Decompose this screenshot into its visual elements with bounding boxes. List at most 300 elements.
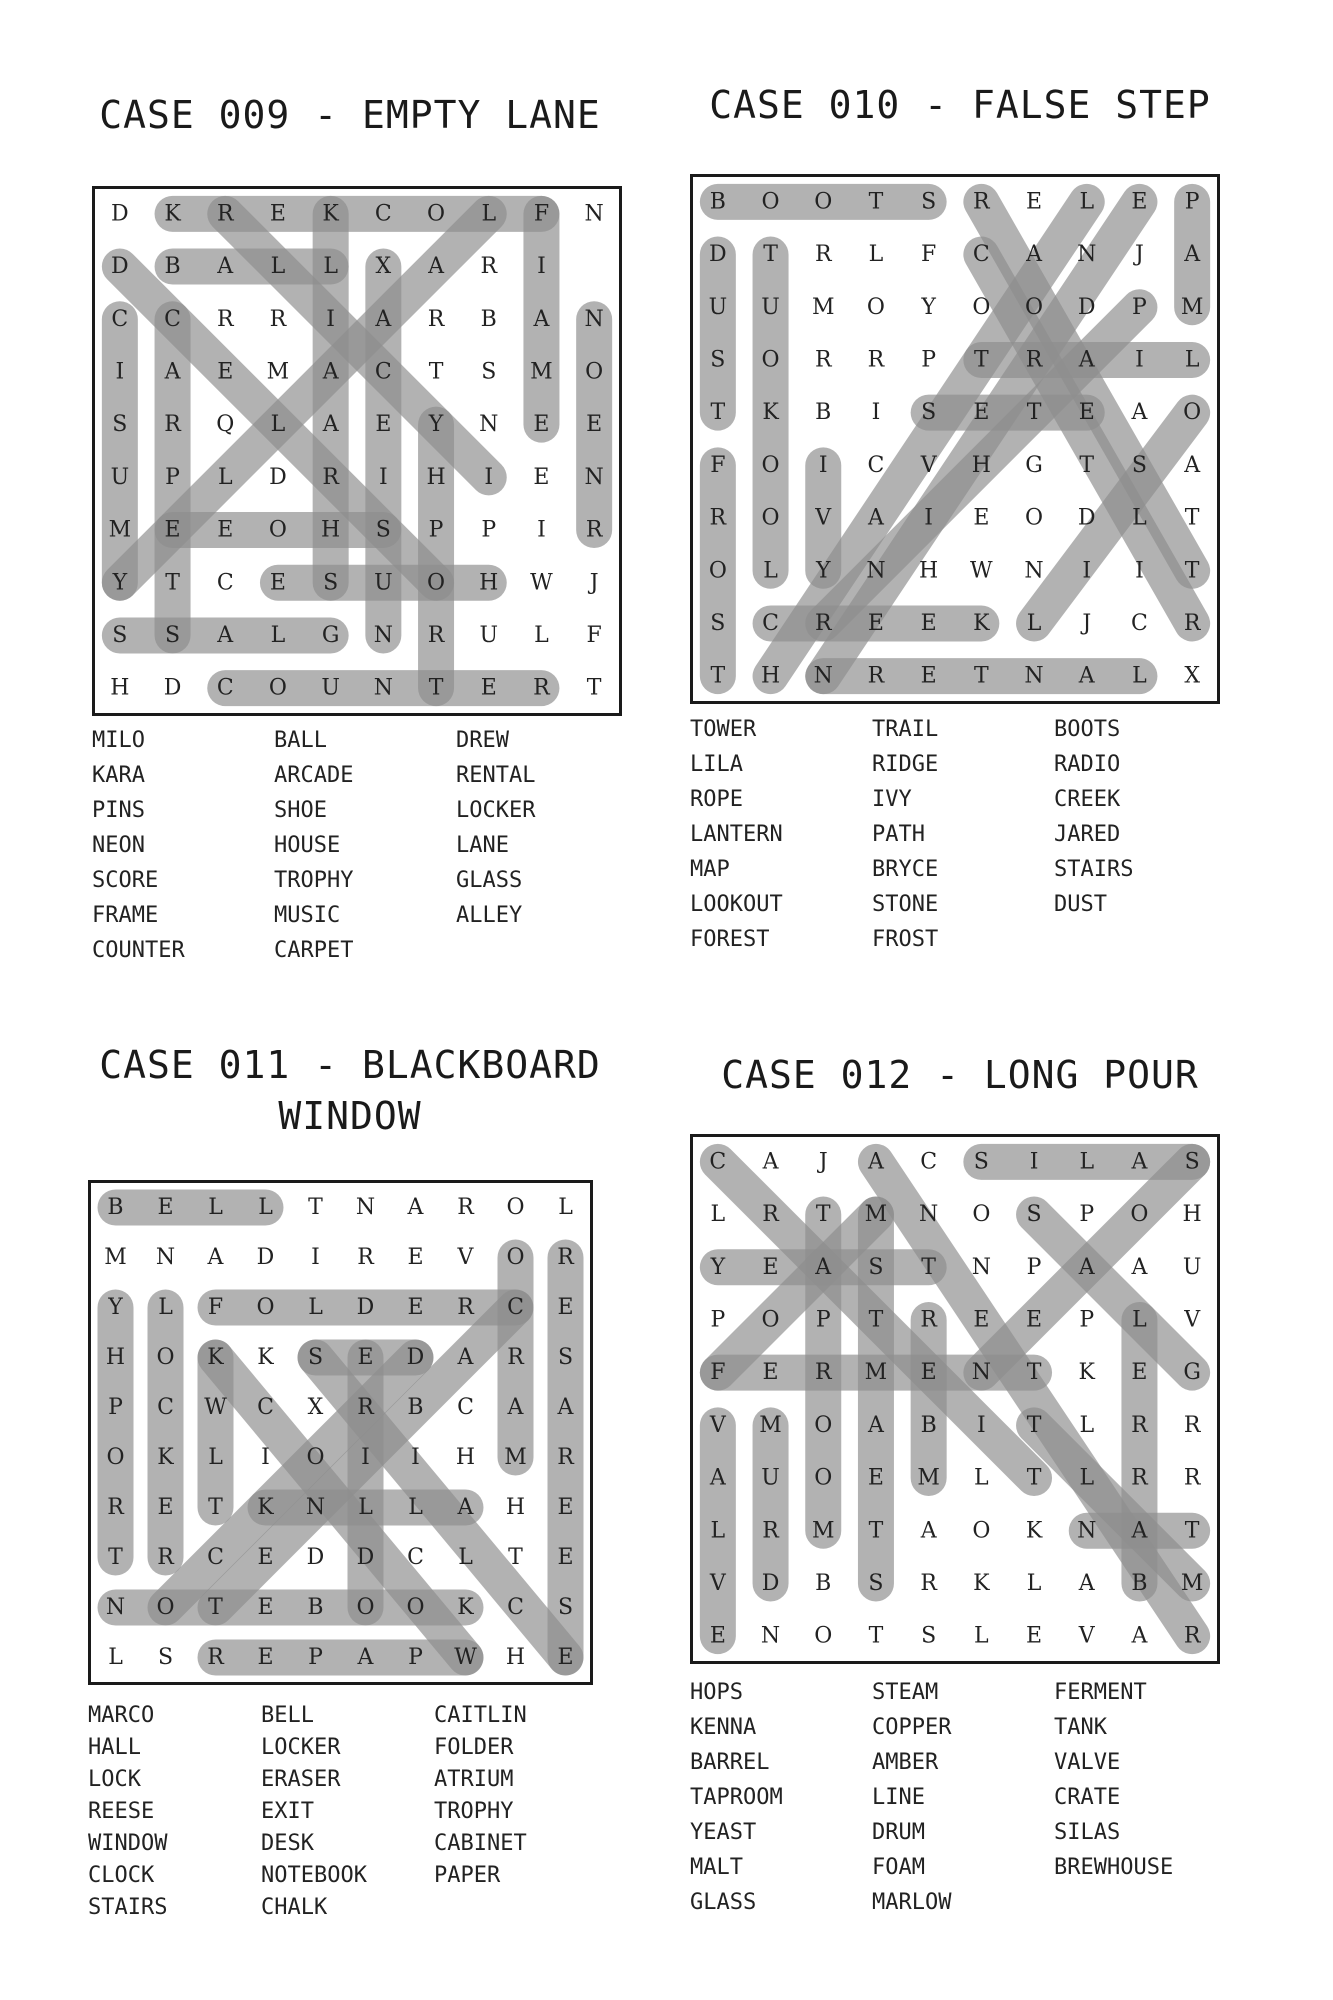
grid-letter: R [1025, 347, 1043, 373]
letter-grid [690, 174, 1220, 704]
grid-letter: A [1026, 242, 1042, 268]
grid-letter: I [1135, 347, 1144, 373]
grid-letter: L [1026, 610, 1042, 636]
grid-letter: O [814, 1465, 833, 1491]
grid-letter: E [867, 1465, 884, 1491]
grid-letter: I [537, 517, 546, 543]
word-list-item: DUST [1054, 892, 1107, 917]
grid-letter: M [1180, 294, 1204, 320]
grid-letter: P [1184, 189, 1200, 215]
grid-letter: L [1184, 347, 1200, 373]
grid-letter: E [973, 1307, 990, 1333]
grid-letter: A [457, 1345, 474, 1370]
grid-letter: T [710, 663, 726, 689]
word-list-item: CAITLIN [434, 1703, 527, 1728]
grid-letter: A [1131, 1254, 1148, 1280]
grid-letter: R [269, 306, 287, 332]
grid-letter: R [557, 1445, 574, 1470]
grid-letter: O [1025, 505, 1044, 531]
grid-letter: T [868, 1518, 884, 1544]
word-list-item: LOOKOUT [690, 892, 783, 917]
word-list-item: WINDOW [88, 1831, 168, 1856]
grid-letter: O [156, 1595, 175, 1620]
grid-letter: Y [921, 294, 936, 320]
grid-letter: M [811, 294, 835, 320]
grid-letter: X [307, 1395, 324, 1420]
grid-letter: U [761, 1465, 780, 1491]
word-list-item: MARLOW [872, 1890, 952, 1915]
grid-letter: O [268, 675, 287, 701]
grid-letter: K [257, 1495, 274, 1520]
grid-letter: O [972, 1202, 991, 1228]
word-list-item: STAIRS [88, 1895, 168, 1920]
grid-letter: T [586, 675, 602, 701]
letter-grid [690, 1134, 1220, 1664]
puzzle-title: CASE 011 - BLACKBOARD WINDOW [99, 1043, 601, 1138]
grid-letter: S [165, 622, 181, 648]
grid-letter: L [408, 1495, 423, 1520]
grid-letter: P [165, 464, 180, 490]
grid-letter: O [406, 1595, 425, 1620]
grid-letter: I [1082, 558, 1092, 584]
grid-letter: C [507, 1295, 524, 1320]
letter-grid [92, 186, 622, 716]
grid-letter: E [557, 1645, 574, 1670]
grid-letter: M [1180, 1570, 1204, 1596]
grid-letter: L [1079, 1149, 1095, 1175]
grid-letter: T [1079, 452, 1095, 478]
grid-letter: K [762, 400, 779, 426]
grid-letter: R [1183, 1623, 1201, 1649]
grid-letter: E [407, 1295, 424, 1320]
grid-letter: N [1077, 242, 1097, 268]
grid-letter: T [868, 189, 884, 215]
grid-letter: S [710, 610, 726, 636]
grid-letter: A [557, 1395, 574, 1420]
grid-letter: N [373, 675, 393, 701]
grid-letter: S [973, 1149, 989, 1175]
word-list-item: DRUM [872, 1820, 925, 1845]
grid-letter: R [507, 1345, 524, 1370]
grid-letter: K [973, 610, 990, 636]
grid-letter: E [557, 1545, 574, 1570]
grid-letter: R [1131, 1465, 1148, 1491]
word-list-item: BARREL [690, 1750, 770, 1775]
word-list-item: MAP [690, 857, 730, 882]
word-list-item: GLASS [690, 1890, 757, 1915]
word-list-item: EXIT [261, 1799, 314, 1824]
grid-letter: T [868, 1623, 884, 1649]
grid-letter: I [311, 1245, 320, 1270]
grid-letter: E [533, 412, 550, 438]
grid-letter: E [217, 359, 234, 385]
grid-letter: K [973, 1570, 990, 1596]
grid-letter: W [204, 1395, 227, 1420]
grid-letter: Q [216, 412, 235, 438]
grid-letter: O [1130, 1202, 1149, 1228]
grid-letter: C [207, 1545, 224, 1570]
grid-letter: A [217, 254, 234, 280]
grid-letter: A [1184, 242, 1201, 268]
grid-letter: V [1078, 1623, 1095, 1649]
word-list-item: FERMENT [1054, 1680, 1147, 1705]
grid-letter: M [864, 1202, 888, 1228]
grid-letter: O [761, 505, 780, 531]
grid-letter: V [815, 505, 832, 531]
grid-letter: R [157, 1545, 174, 1570]
grid-letter: L [270, 254, 286, 280]
grid-letter: I [261, 1445, 270, 1470]
grid-letter: H [455, 1445, 476, 1470]
grid-letter: O [427, 570, 446, 596]
word-list-item: LOCKER [456, 798, 536, 823]
grid-letter: S [481, 359, 497, 385]
grid-letter: R [457, 1295, 474, 1320]
grid-letter: U [479, 622, 499, 648]
grid-letter: O [156, 1345, 175, 1370]
grid-letter: O [1183, 400, 1202, 426]
word-list-item: JARED [1054, 822, 1121, 847]
grid-letter: P [1079, 1202, 1095, 1228]
grid-letter: L [1026, 1570, 1042, 1596]
grid-letter: D [1077, 505, 1096, 531]
grid-letter: S [921, 189, 937, 215]
grid-letter: A [217, 622, 234, 648]
grid-letter: T [868, 1307, 884, 1333]
grid-letter: W [970, 558, 993, 584]
word-list-item: LOCK [88, 1767, 141, 1792]
grid-letter: Y [428, 412, 444, 438]
grid-letter: E [586, 412, 603, 438]
grid-letter: E [867, 610, 884, 636]
word-list-item: SCORE [92, 868, 159, 893]
grid-letter: S [307, 1345, 324, 1370]
word-list-item: VALVE [1054, 1750, 1121, 1775]
word-list-item: LOCKER [261, 1735, 341, 1760]
word-list-item: ALLEY [456, 903, 523, 928]
grid-letter: H [321, 517, 341, 543]
grid-letter: E [1078, 400, 1095, 426]
grid-letter: S [1184, 1149, 1200, 1175]
grid-letter: E [269, 201, 286, 227]
grid-letter: E [557, 1295, 574, 1320]
word-list-item: DESK [261, 1831, 314, 1856]
grid-letter: O [506, 1195, 525, 1220]
grid-letter: O [814, 1412, 833, 1438]
word-list-item: PATH [872, 822, 925, 847]
grid-letter: S [868, 1254, 884, 1280]
word-list-item: FOAM [872, 1855, 925, 1880]
word-list-item: CABINET [434, 1831, 527, 1856]
grid-letter: H [971, 452, 991, 478]
word-list-item: LANTERN [690, 822, 783, 847]
word-list-item: KENNA [690, 1715, 757, 1740]
grid-letter: T [1184, 558, 1200, 584]
grid-letter: M [864, 1360, 888, 1386]
word-list-item: CHALK [261, 1895, 328, 1920]
grid-letter: J [1135, 242, 1144, 268]
grid-letter: E [973, 505, 990, 531]
grid-letter: K [157, 1445, 174, 1470]
grid-letter: T [428, 675, 444, 701]
grid-letter: D [269, 464, 287, 490]
grid-letter: P [108, 1395, 123, 1420]
grid-letter: R [867, 347, 885, 373]
grid-letter: A [1131, 1149, 1148, 1175]
grid-letter: G [1183, 1360, 1201, 1386]
word-list-item: STAIRS [1054, 857, 1134, 882]
grid-letter: I [378, 464, 388, 490]
word-list-item: BALL [274, 728, 327, 753]
grid-letter: O [814, 189, 833, 215]
grid-letter: B [709, 189, 726, 215]
grid-letter: C [709, 1149, 727, 1175]
grid-letter: A [357, 1645, 374, 1670]
grid-letter: D [256, 1245, 275, 1270]
grid-letter: L [158, 1295, 173, 1320]
grid-letter: A [1131, 1623, 1148, 1649]
grid-letter: N [813, 663, 833, 689]
grid-letter: P [815, 1307, 831, 1333]
grid-letter: R [867, 663, 885, 689]
grid-letter: A [920, 1518, 937, 1544]
grid-letter: I [484, 464, 494, 490]
grid-letter: L [1132, 505, 1147, 531]
grid-letter: A [815, 1254, 832, 1280]
grid-letter: N [305, 1495, 326, 1520]
grid-letter: N [584, 306, 604, 332]
word-list-item: IVY [872, 787, 912, 812]
grid-letter: E [1131, 189, 1148, 215]
word-list-item: FOREST [690, 927, 770, 952]
grid-letter: D [306, 1545, 325, 1570]
grid-letter: N [760, 1623, 781, 1649]
grid-letter: T [763, 242, 778, 268]
grid-letter: N [971, 1254, 991, 1280]
grid-letter: S [157, 1645, 174, 1670]
grid-letter: E [1026, 1623, 1043, 1649]
grid-letter: C [374, 359, 392, 385]
grid-letter: Y [815, 558, 831, 584]
word-list-item: DREW [456, 728, 509, 753]
word-list-item: ROPE [690, 787, 743, 812]
grid-letter: K [207, 1345, 224, 1370]
grid-letter: T [208, 1595, 223, 1620]
grid-letter: L [208, 1195, 223, 1220]
word-list-item: NEON [92, 833, 145, 858]
word-list-item: FRAME [92, 903, 159, 928]
grid-letter: M [504, 1445, 527, 1470]
grid-letter: H [505, 1495, 526, 1520]
grid-letter: R [557, 1245, 574, 1270]
grid-letter: E [1026, 1307, 1043, 1333]
word-list-item: MILO [92, 728, 145, 753]
grid-letter: V [457, 1245, 474, 1270]
grid-letter: C [1131, 610, 1148, 636]
word-list-item: MARCO [88, 1703, 155, 1728]
grid-letter: C [507, 1595, 524, 1620]
grid-letter: C [111, 306, 129, 332]
grid-letter: O [972, 1518, 991, 1544]
grid-letter: A [868, 1412, 884, 1438]
grid-letter: X [375, 254, 392, 280]
grid-letter: O [761, 347, 780, 373]
letter-grid [88, 1180, 593, 1685]
grid-letter: K [257, 1345, 274, 1370]
grid-letter: A [1184, 452, 1201, 478]
grid-letter: A [322, 412, 339, 438]
grid-letter: E [973, 400, 990, 426]
word-list-item: ARCADE [274, 763, 354, 788]
grid-letter: E [1026, 189, 1043, 215]
word-list-item: KARA [92, 763, 145, 788]
grid-letter: E [164, 517, 181, 543]
grid-letter: M [917, 1465, 940, 1491]
grid-letter: T [1026, 1465, 1042, 1491]
grid-letter: D [1077, 294, 1096, 320]
grid-letter: L [1079, 1412, 1095, 1438]
grid-canvas [91, 1183, 596, 1688]
word-list-item: LANE [456, 833, 509, 858]
grid-letter: A [457, 1495, 474, 1520]
word-list-item: HOPS [690, 1680, 743, 1705]
grid-letter: R [709, 505, 727, 531]
grid-letter: T [308, 1195, 323, 1220]
word-list-item: YEAST [690, 1820, 757, 1845]
grid-letter: A [1131, 400, 1148, 426]
word-list-item: RENTAL [456, 763, 536, 788]
grid-letter: K [457, 1595, 474, 1620]
grid-letter: O [268, 517, 287, 543]
grid-letter: D [356, 1295, 375, 1320]
grid-letter: R [457, 1195, 474, 1220]
grid-letter: R [164, 412, 181, 438]
grid-letter: L [1079, 1465, 1095, 1491]
word-list-item: BOOTS [1054, 717, 1121, 742]
grid-letter: T [428, 359, 444, 385]
grid-letter: C [216, 675, 234, 701]
grid-letter: G [321, 622, 340, 648]
word-list-item: LINE [872, 1785, 925, 1810]
grid-letter: E [375, 412, 392, 438]
grid-letter: H [479, 570, 499, 596]
word-list-item: REESE [88, 1799, 155, 1824]
grid-letter: S [375, 517, 391, 543]
word-list-item: NOTEBOOK [261, 1863, 367, 1888]
grid-letter: I [871, 400, 881, 426]
grid-letter: T [108, 1545, 123, 1570]
grid-letter: E [157, 1495, 174, 1520]
grid-letter: T [1026, 1412, 1042, 1438]
grid-letter: C [157, 1395, 174, 1420]
grid-letter: T [1184, 1518, 1200, 1544]
grid-letter: F [207, 1295, 224, 1320]
word-list-item: STEAM [872, 1680, 939, 1705]
grid-letter: S [557, 1595, 574, 1620]
grid-letter: R [1183, 610, 1201, 636]
grid-letter: P [408, 1645, 423, 1670]
grid-letter: V [709, 1412, 726, 1438]
grid-letter: N [866, 558, 886, 584]
grid-letter: F [921, 242, 937, 268]
word-list-item: TROPHY [434, 1799, 514, 1824]
grid-letter: O [256, 1295, 275, 1320]
grid-letter: K [164, 201, 181, 227]
grid-letter: S [112, 412, 128, 438]
grid-letter: X [1184, 663, 1200, 689]
grid-letter: M [108, 517, 132, 543]
grid-letter: B [815, 400, 832, 426]
grid-letter: L [270, 412, 286, 438]
grid-letter: L [868, 242, 884, 268]
grid-letter: A [868, 505, 884, 531]
grid-letter: D [111, 254, 129, 280]
grid-letter: A [1078, 663, 1095, 689]
grid-letter: K [1025, 1518, 1043, 1544]
grid-letter: O [306, 1445, 325, 1470]
grid-letter: R [357, 1245, 374, 1270]
grid-letter: M [530, 359, 553, 385]
word-list-item: ERASER [261, 1767, 341, 1792]
grid-letter: A [762, 1149, 779, 1175]
grid-letter: L [710, 1202, 726, 1228]
grid-letter: A [507, 1395, 524, 1420]
word-list-item: CLOCK [88, 1863, 155, 1888]
grid-letter: F [710, 452, 726, 478]
grid-letter: L [308, 1295, 323, 1320]
grid-letter: R [107, 1495, 124, 1520]
grid-letter: O [814, 1623, 833, 1649]
grid-letter: I [115, 359, 125, 385]
grid-canvas [693, 177, 1223, 707]
grid-letter: O [972, 294, 991, 320]
grid-letter: R [480, 254, 498, 280]
grid-letter: E [217, 517, 234, 543]
word-list-item: COUNTER [92, 938, 185, 963]
grid-letter: T [710, 400, 726, 426]
grid-letter: E [533, 464, 550, 490]
grid-letter: O [427, 201, 446, 227]
grid-letter: O [585, 359, 604, 385]
grid-letter: E [1131, 1360, 1148, 1386]
grid-letter: R [322, 464, 339, 490]
grid-letter: R [533, 675, 550, 701]
grid-letter: E [709, 1623, 726, 1649]
grid-letter: S [868, 1570, 884, 1596]
grid-letter: N [155, 1245, 176, 1270]
grid-letter: U [321, 675, 340, 701]
grid-letter: R [920, 1570, 937, 1596]
grid-letter: T [815, 1202, 831, 1228]
grid-letter: R [814, 610, 832, 636]
grid-letter: T [1026, 400, 1042, 426]
grid-letter: F [533, 201, 550, 227]
grid-letter: T [1026, 1360, 1042, 1386]
grid-letter: D [406, 1345, 425, 1370]
grid-letter: N [971, 1360, 991, 1386]
grid-letter: P [481, 517, 497, 543]
grid-letter: B [815, 1570, 832, 1596]
grid-letter: O [761, 189, 780, 215]
grid-letter: N [1024, 663, 1044, 689]
puzzle-title: CASE 009 - EMPTY LANE [99, 93, 601, 137]
grid-letter: H [919, 558, 939, 584]
word-list-item: COPPER [872, 1715, 952, 1740]
grid-letter: T [165, 570, 180, 596]
grid-canvas [95, 189, 625, 719]
grid-letter: U [761, 294, 780, 320]
grid-letter: R [216, 306, 234, 332]
